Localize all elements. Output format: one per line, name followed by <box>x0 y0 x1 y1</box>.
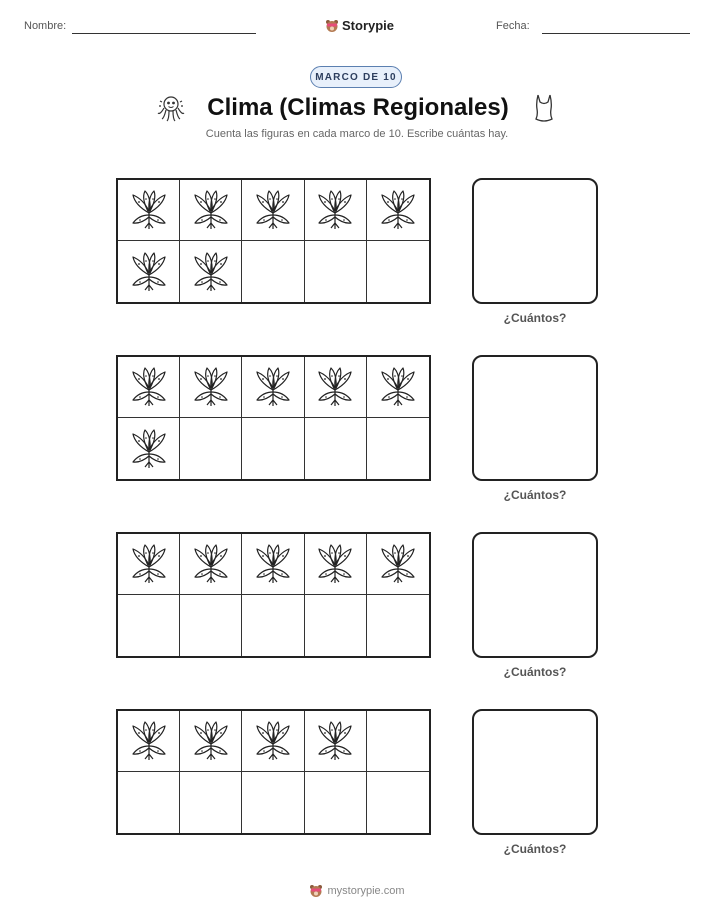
palm-plant-icon <box>253 720 293 762</box>
frame-cell <box>305 357 367 418</box>
frame-cell <box>242 357 304 418</box>
ten-frame <box>116 355 431 481</box>
ten-frame <box>116 178 431 304</box>
frame-cell <box>242 595 304 656</box>
palm-plant-icon <box>253 189 293 231</box>
answer-box[interactable] <box>472 178 598 304</box>
frame-cell <box>367 418 429 479</box>
frame-cell <box>118 534 180 595</box>
instructions: Cuenta las figuras en cada marco de 10. Escribe cuántas hay. <box>205 128 509 140</box>
ten-frame <box>116 709 431 835</box>
frame-cell <box>242 772 304 833</box>
palm-plant-icon <box>191 189 231 231</box>
answer-label: ¿Cuántos? <box>503 842 567 856</box>
palm-plant-icon <box>253 366 293 408</box>
palm-plant-icon <box>129 720 169 762</box>
palm-plant-icon <box>315 543 355 585</box>
bear-icon <box>309 884 323 898</box>
frame-cell <box>118 595 180 656</box>
frame-cell <box>305 241 367 302</box>
bear-icon <box>325 19 339 33</box>
frame-cell <box>118 180 180 241</box>
frame-cell <box>367 534 429 595</box>
answer-label: ¿Cuántos? <box>503 665 567 679</box>
footer-url: mystorypie.com <box>327 885 405 897</box>
palm-plant-icon <box>253 543 293 585</box>
frame-cell <box>305 418 367 479</box>
frame-cell <box>367 711 429 772</box>
frame-cell <box>367 772 429 833</box>
frame-cell <box>305 595 367 656</box>
palm-plant-icon <box>191 543 231 585</box>
frame-cell <box>242 418 304 479</box>
frame-cell <box>242 180 304 241</box>
palm-plant-icon <box>129 189 169 231</box>
date-line[interactable] <box>542 33 690 34</box>
palm-plant-icon <box>378 543 418 585</box>
page-header <box>0 18 714 38</box>
frame-cell <box>242 241 304 302</box>
frame-cell <box>305 534 367 595</box>
frame-cell <box>180 534 242 595</box>
octopus-icon <box>156 93 186 123</box>
palm-plant-icon <box>315 720 355 762</box>
answer-label: ¿Cuántos? <box>503 488 567 502</box>
frame-cell <box>118 418 180 479</box>
palm-plant-icon <box>191 366 231 408</box>
palm-plant-icon <box>129 543 169 585</box>
name-line[interactable] <box>72 33 256 34</box>
name-label: Nombre: <box>24 20 67 32</box>
frame-cell <box>180 180 242 241</box>
frame-cell <box>242 711 304 772</box>
frame-cell <box>118 357 180 418</box>
answer-label: ¿Cuántos? <box>503 311 567 325</box>
swimsuit-icon <box>532 93 556 123</box>
frame-cell <box>118 711 180 772</box>
page-title: Clima (Climas Regionales) <box>207 94 509 121</box>
frame-cell <box>180 418 242 479</box>
frame-cell <box>242 534 304 595</box>
frame-cell <box>367 241 429 302</box>
frame-cell <box>305 772 367 833</box>
brand-name: Storypie <box>342 18 395 33</box>
frame-cell <box>180 711 242 772</box>
palm-plant-icon <box>315 189 355 231</box>
frame-cell <box>180 595 242 656</box>
palm-plant-icon <box>315 366 355 408</box>
palm-plant-icon <box>191 720 231 762</box>
ten-frame <box>116 532 431 658</box>
frame-cell <box>118 241 180 302</box>
worksheet-type-badge: MARCO DE 10 <box>310 66 402 88</box>
answer-box[interactable] <box>472 355 598 481</box>
frame-cell <box>367 357 429 418</box>
frame-cell <box>367 595 429 656</box>
answer-box[interactable] <box>472 532 598 658</box>
palm-plant-icon <box>129 366 169 408</box>
date-label: Fecha: <box>496 20 530 32</box>
palm-plant-icon <box>191 251 231 293</box>
frame-cell <box>305 711 367 772</box>
answer-box[interactable] <box>472 709 598 835</box>
brand-logo <box>325 18 394 33</box>
frame-cell <box>305 180 367 241</box>
frame-cell <box>118 772 180 833</box>
frame-cell <box>367 180 429 241</box>
page-footer <box>0 884 714 898</box>
palm-plant-icon <box>129 428 169 470</box>
frame-cell <box>180 772 242 833</box>
title-row <box>0 90 714 126</box>
palm-plant-icon <box>378 366 418 408</box>
palm-plant-icon <box>129 251 169 293</box>
frame-cell <box>180 241 242 302</box>
palm-plant-icon <box>378 189 418 231</box>
frame-cell <box>180 357 242 418</box>
